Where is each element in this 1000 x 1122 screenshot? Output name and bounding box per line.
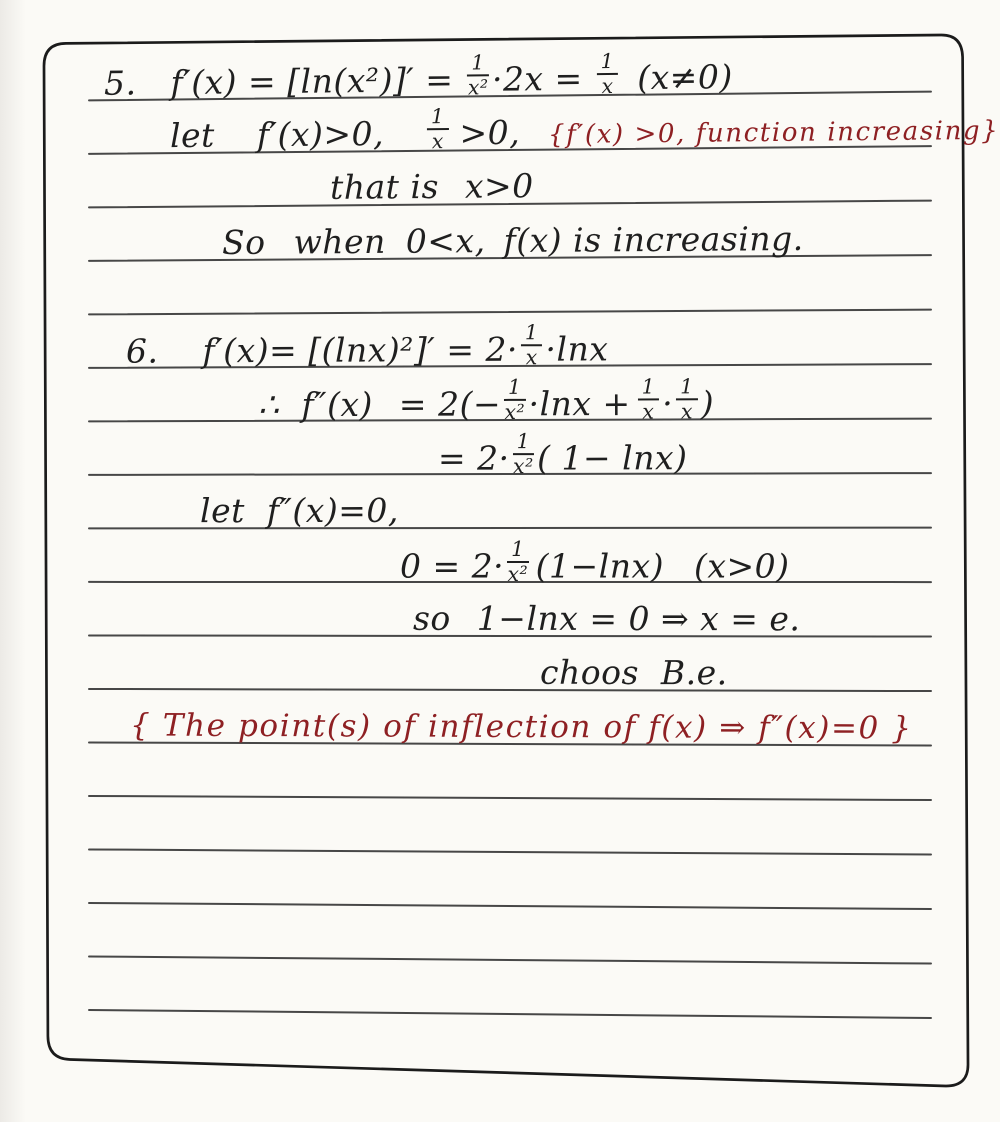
- ruled-line: [88, 1009, 932, 1019]
- handwritten-text: (1−lnx): [535, 546, 664, 586]
- problem6-solution: [413, 599, 800, 640]
- handwritten-text: ∴: [257, 385, 280, 425]
- ruled-line: [88, 688, 932, 692]
- problem5-conclusion: [222, 219, 804, 263]
- fraction-numerator: 1: [676, 376, 698, 401]
- fraction-denominator: x²: [504, 400, 526, 425]
- handwritten-text: (x>0): [693, 546, 790, 586]
- fraction-numerator: 1: [513, 431, 535, 456]
- handwritten-text: ·: [662, 383, 674, 423]
- ruled-line: [88, 848, 932, 855]
- fraction-denominator: x²: [467, 75, 489, 100]
- handwritten-text: ): [700, 383, 715, 423]
- fraction-denominator: x: [680, 399, 693, 424]
- fraction-numerator: 1: [504, 377, 526, 402]
- problem5-that-is: [330, 166, 534, 208]
- handwritten-text: 0<x,: [405, 221, 486, 261]
- handwritten-text: {f′(x) >0, function increasing}: [547, 115, 1000, 151]
- handwritten-text: f′(x)>0,: [256, 114, 385, 155]
- ruled-line: [88, 309, 932, 316]
- problem5-increasing-note: [548, 111, 1000, 155]
- fraction-numerator: 1: [467, 52, 489, 77]
- problem6-solve-zero: [399, 536, 790, 592]
- problem6-let-zero: [200, 491, 399, 531]
- handwritten-text: x>0: [464, 166, 534, 206]
- handwritten-text: ( 1− lnx): [537, 438, 688, 478]
- ruled-line: [88, 795, 932, 801]
- fraction-numerator: 1: [638, 376, 660, 401]
- fraction-numerator: 1: [507, 539, 529, 563]
- handwritten-text: { The point(s) of inflection of f(x) ⇒ f″(x)=0 }: [129, 707, 913, 747]
- fraction: [521, 322, 543, 369]
- fraction-numerator: 1: [427, 106, 449, 131]
- fraction-denominator: x: [642, 399, 655, 424]
- handwritten-text: f(x) is increasing.: [503, 218, 804, 261]
- fraction: [676, 376, 698, 423]
- fraction: [427, 106, 449, 153]
- ruled-lines-layer: [88, 0, 1000, 1122]
- handwritten-text: f′(x) = [ln(x²)]′ =: [170, 59, 465, 103]
- fraction-denominator: x: [525, 345, 538, 370]
- handwritten-text: choos B.e.: [539, 652, 728, 693]
- handwritten-text: = 2(−: [398, 384, 502, 424]
- problem6-second-derivative: [257, 374, 715, 430]
- fraction: [596, 48, 618, 99]
- handwritten-text: 5.: [103, 63, 137, 103]
- handwritten-text: f′(x)= [(lnx)²]′ = 2·: [202, 329, 519, 371]
- handwritten-text: >0,: [459, 112, 521, 153]
- handwritten-text: let f″(x)=0,: [199, 490, 399, 531]
- fraction-denominator: x: [431, 129, 444, 154]
- handwritten-text: ·lnx +: [528, 383, 631, 424]
- ruled-line: [88, 955, 932, 964]
- handwritten-text: (x≠0): [636, 57, 733, 98]
- inflection-note: [130, 706, 913, 749]
- fraction-numerator: 1: [596, 51, 618, 76]
- fraction-denominator: x²: [507, 562, 529, 587]
- handwritten-text: f″(x): [301, 384, 373, 425]
- fraction: [504, 374, 526, 425]
- handwritten-text: ·2x =: [491, 58, 594, 99]
- problem6-first-derivative: [125, 320, 609, 377]
- handwritten-text: so: [412, 598, 451, 638]
- fraction: [513, 431, 535, 478]
- fraction-denominator: x²: [513, 454, 534, 479]
- handwritten-text: ·lnx: [545, 329, 609, 369]
- problem5-let-condition: [169, 104, 521, 161]
- problem5-first-derivative: [103, 48, 733, 110]
- ruled-line: [88, 902, 932, 910]
- handwritten-text: 6.: [125, 331, 159, 371]
- handwritten-text: So: [221, 222, 266, 263]
- fraction: [507, 536, 529, 587]
- fraction-denominator: x: [601, 74, 614, 99]
- handwritten-text: let: [169, 115, 216, 156]
- fraction: [638, 376, 660, 423]
- handwritten-text: that is: [329, 166, 440, 207]
- handwritten-text: when: [293, 221, 386, 262]
- handwritten-text: = 2·: [437, 438, 510, 478]
- handwritten-text: 1−lnx = 0 ⇒ x = e.: [476, 598, 801, 639]
- fraction-numerator: 1: [521, 322, 543, 347]
- problem6-second-derivative-simplified: [437, 429, 688, 484]
- problem6-choose-answer: [540, 653, 728, 693]
- fraction: [467, 52, 489, 99]
- handwritten-text: 0 = 2·: [399, 546, 505, 586]
